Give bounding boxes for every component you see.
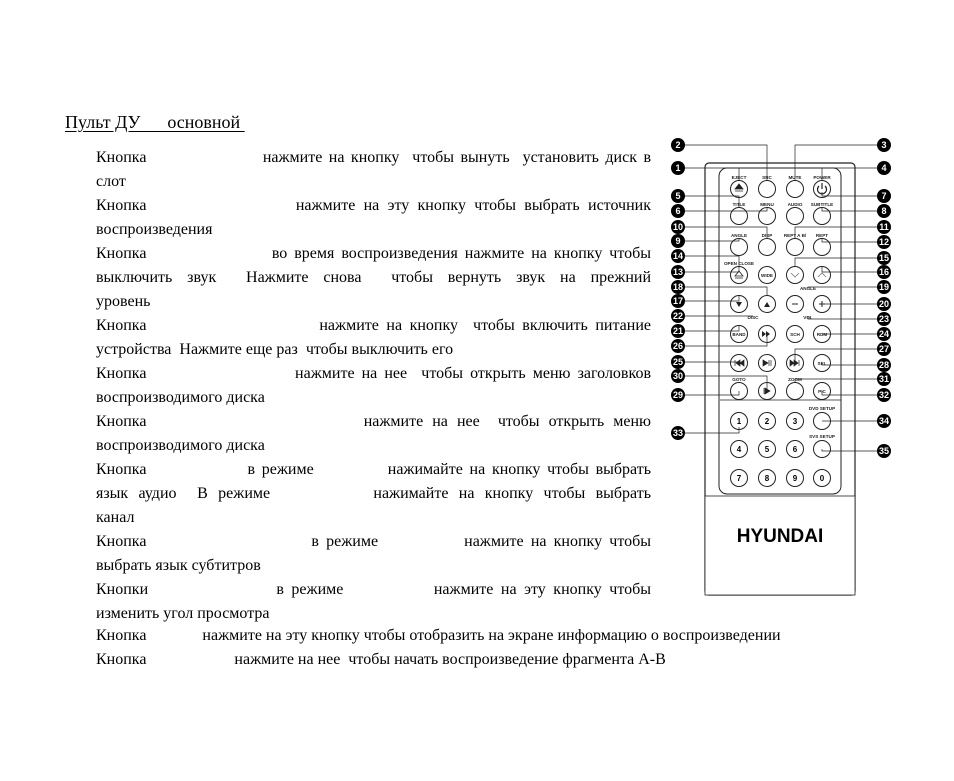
- svg-text:RDM: RDM: [816, 332, 828, 337]
- paragraph-line: Кнопка нажмите на кнопку чтобы вынуть установить диск в: [96, 149, 651, 166]
- callout-number: 30: [672, 371, 684, 382]
- callout-number: 17: [672, 296, 684, 307]
- callout-number: 15: [878, 253, 890, 264]
- svg-text:REPT A B/: REPT A B/: [783, 233, 807, 238]
- callout-number: 35: [878, 446, 890, 457]
- callout-number: 12: [878, 237, 890, 248]
- callout-number: 31: [878, 374, 890, 385]
- digit-label: 6: [792, 445, 798, 454]
- callout-number: 33: [672, 428, 684, 439]
- callout-number: 11: [879, 222, 889, 233]
- instruction-line-ab: Кнопка нажмите на нее чтобы начать воспроизведение фрагмента A-B: [96, 651, 666, 668]
- mute-button: [787, 181, 804, 198]
- callout-number: 19: [878, 282, 890, 293]
- callout-number: 18: [672, 282, 684, 293]
- svg-text:GOTO: GOTO: [732, 377, 746, 382]
- callout-number: 5: [675, 191, 681, 202]
- svg-text:POWER: POWER: [813, 175, 831, 180]
- title-button: [731, 208, 748, 225]
- svg-text:AUDIO: AUDIO: [787, 202, 803, 207]
- svg-text:PIC: PIC: [818, 389, 826, 394]
- paragraph-line: канал: [96, 509, 135, 526]
- paragraph-line: Кнопка нажмите на эту кнопку чтобы выбрать источник: [96, 197, 651, 214]
- angle-down-button: [787, 267, 804, 284]
- instruction-paragraph: [96, 578, 651, 626]
- brand-logo: HYUNDAI: [736, 526, 824, 547]
- digit-label: 7: [736, 474, 742, 483]
- svg-text:OPEN CLOSE: OPEN CLOSE: [723, 261, 755, 266]
- svg-text:REPT: REPT: [815, 233, 829, 238]
- paragraph-line: Кнопка в режиме нажмите на кнопку чтобы: [96, 533, 651, 550]
- paragraph-line: воспроизведения: [96, 221, 213, 238]
- callout-number: 16: [878, 267, 890, 278]
- svg-text:MUTE: MUTE: [788, 175, 802, 180]
- callout-number: 9: [675, 236, 681, 247]
- callout-number: 7: [881, 191, 887, 202]
- instruction-paragraph: [96, 410, 651, 458]
- paragraph-line: воспроизводимого диска: [96, 389, 265, 406]
- svg-text:MENU: MENU: [760, 202, 774, 207]
- svg-text:TITLE: TITLE: [732, 202, 746, 207]
- paragraph-line: Кнопки в режиме нажмите на эту кнопку чтобы: [96, 581, 651, 598]
- paragraph-line: Кнопка во время воспроизведения нажмите на кнопку чтобы: [96, 245, 651, 262]
- instruction-paragraph: [96, 146, 651, 194]
- callout-number: 22: [672, 311, 684, 322]
- callout-number: 3: [881, 140, 887, 151]
- callout-number: 34: [878, 416, 890, 427]
- svg-text:VOL: VOL: [803, 315, 813, 320]
- digit-label: 0: [819, 474, 825, 483]
- callout-number: 24: [878, 329, 890, 340]
- paragraph-line: уровень: [96, 293, 151, 310]
- instruction-paragraph: [96, 362, 651, 410]
- callout-number: 14: [672, 251, 684, 262]
- instruction-line-display: Кнопка нажмите на эту кнопку чтобы отобразить на экране информацию о воспроизведении: [96, 627, 781, 644]
- paragraph-line: слот: [96, 173, 126, 190]
- paragraph-line: изменить угол просмотра: [96, 605, 270, 622]
- callout-number: 8: [881, 206, 887, 217]
- rept-ab-button: [787, 239, 804, 256]
- callout-number: 2: [675, 140, 681, 151]
- svg-text:BAND: BAND: [732, 332, 746, 337]
- paragraph-line: выключить звук Нажмите снова чтобы вернуть звук на прежний: [96, 269, 651, 286]
- svg-text:WIDE: WIDE: [761, 273, 773, 278]
- callout-number: 29: [672, 390, 684, 401]
- callout-number: 26: [672, 341, 684, 352]
- svg-text:ANGLE: ANGLE: [730, 233, 748, 238]
- digit-label: 5: [764, 445, 770, 454]
- audio-button: [787, 208, 804, 225]
- svg-text:SEL: SEL: [817, 361, 827, 366]
- paragraph-line: выбрать язык субтитров: [96, 557, 261, 574]
- callout-number: 32: [878, 390, 890, 401]
- digit-label: 2: [764, 417, 770, 426]
- instruction-paragraph: [96, 530, 651, 578]
- callout-number: 10: [672, 222, 684, 233]
- callout-number: 28: [878, 360, 890, 371]
- callout-number: 27: [878, 344, 890, 355]
- callout-number: 1: [675, 163, 681, 174]
- paragraph-line: Кнопка нажмите на нее чтобы открыть меню заголовков: [96, 365, 651, 382]
- svg-text:DISP: DISP: [761, 233, 773, 238]
- callout-number: 25: [672, 357, 684, 368]
- svg-text:DISC: DISC: [747, 315, 759, 320]
- callout-number: 4: [881, 163, 887, 174]
- digit-label: 3: [792, 417, 798, 426]
- instruction-paragraph: [96, 458, 651, 530]
- callout-number: 21: [672, 326, 684, 337]
- callout-number: 20: [878, 299, 890, 310]
- paragraph-line: Кнопка в режиме нажимайте на кнопку чтобы выбрать: [96, 461, 651, 478]
- remote-control-diagram: [665, 130, 895, 600]
- page-title: Пульт ДУ основной: [65, 112, 245, 132]
- callout-number: 6: [675, 206, 681, 217]
- callout-number: 13: [672, 267, 684, 278]
- instruction-paragraph: [96, 314, 651, 362]
- svg-text:ANGLE: ANGLE: [799, 286, 817, 291]
- svg-text:ZOOM: ZOOM: [788, 377, 802, 382]
- callout-number: 23: [878, 314, 890, 325]
- svg-text:SCH: SCH: [790, 332, 800, 337]
- digit-label: 4: [736, 445, 742, 454]
- paragraph-line: Кнопка нажмите на нее чтобы открыть меню: [96, 413, 651, 430]
- digit-label: 1: [736, 417, 742, 426]
- svg-text:DVD SETUP: DVD SETUP: [808, 406, 836, 411]
- src-button: [759, 181, 776, 198]
- zoom-button: [787, 383, 804, 400]
- paragraph-line: язык аудио В режиме нажимайте на кнопку чтобы выбрать: [96, 485, 651, 502]
- svg-text:EJECT: EJECT: [731, 175, 747, 180]
- svg-text:SUBTITLE: SUBTITLE: [810, 202, 834, 207]
- svg-text:SRC: SRC: [762, 175, 772, 180]
- paragraph-line: Кнопка нажмите на кнопку чтобы включить питание: [96, 317, 651, 334]
- paragraph-line: устройства Нажмите еще раз чтобы выключить его: [96, 341, 454, 358]
- paragraph-line: воспроизводимого диска: [96, 437, 265, 454]
- digit-label: 9: [792, 474, 798, 483]
- instruction-paragraph: [96, 194, 651, 242]
- svg-text:SVS SETUP: SVS SETUP: [809, 434, 835, 439]
- digit-label: 8: [764, 474, 770, 483]
- instruction-paragraph: [96, 242, 651, 314]
- disp-button: [759, 239, 776, 256]
